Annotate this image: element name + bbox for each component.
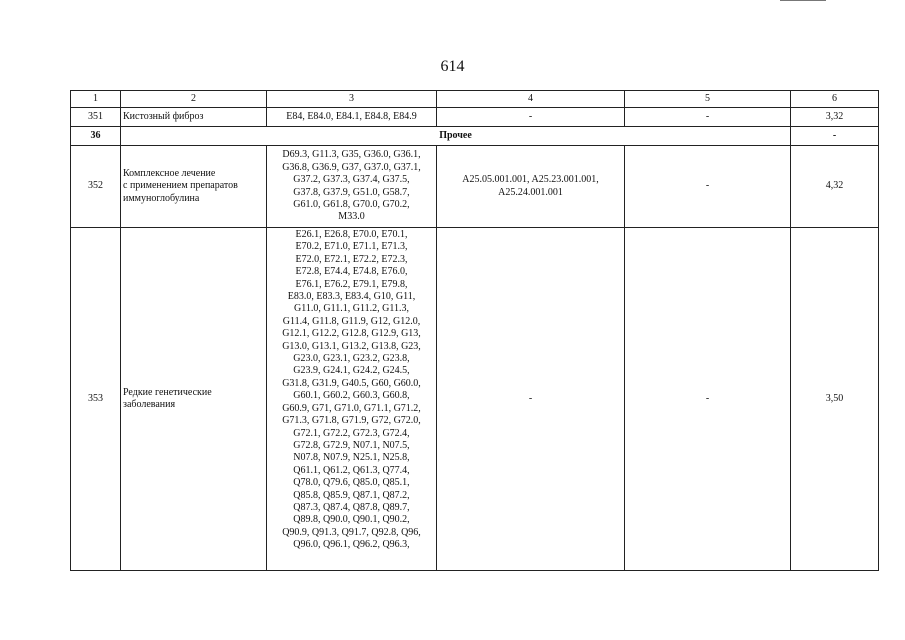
- condition-name-line: заболевания: [123, 399, 176, 410]
- code-line: E70.2, E71.0, E71.1, E71.3,: [295, 241, 408, 253]
- page-number: 614: [440, 58, 465, 75]
- code-line: G36.8, G36.9, G37, G37.0, G37.1,: [282, 161, 421, 173]
- code-line: G71.3, G71.8, G71.9, G72, G72.0,: [282, 415, 421, 427]
- service-codes: -: [437, 228, 625, 571]
- code-line: G60.9, G71, G71.0, G71.1, G71.2,: [282, 402, 421, 414]
- code-line: Q90.9, Q91.3, Q91.7, Q92.8, Q96,: [282, 526, 421, 538]
- code-line: G11.4, G11.8, G11.9, G12, G12.0,: [282, 315, 421, 327]
- code-line: G60.1, G60.2, G60.3, G60.8,: [293, 390, 410, 402]
- header-cell-6: 6: [791, 91, 879, 108]
- column-5-value: -: [625, 108, 791, 127]
- service-codes: -: [437, 108, 625, 127]
- diagnosis-codes: [267, 146, 437, 228]
- code-line: E72.8, E74.4, E74.8, E76.0,: [295, 266, 408, 278]
- code-line: N07.8, N07.9, N25.1, N25.8,: [293, 452, 410, 464]
- code-line: E76.1, E76.2, E79.1, E79.8,: [295, 278, 408, 290]
- column-5-value: -: [625, 146, 791, 228]
- row-number: 351: [71, 108, 121, 127]
- diagnosis-codes: [267, 228, 437, 571]
- code-line: Q96.0, Q96.1, Q96.2, Q96.3,: [293, 539, 410, 551]
- code-line: G31.8, G31.9, G40.5, G60, G60.0,: [282, 377, 421, 389]
- code-line: E72.0, E72.1, E72.2, E72.3,: [295, 253, 408, 265]
- code-line: Q89.8, Q90.0, Q90.1, Q90.2,: [293, 514, 410, 526]
- diagnosis-codes: E84, E84.0, E84.1, E84.8, E84.9: [267, 108, 437, 127]
- table-header-row: [71, 91, 879, 108]
- condition-name-line: иммуноглобулина: [123, 192, 200, 204]
- condition-name-line: Редкие генетические: [123, 386, 212, 398]
- service-codes: [437, 146, 625, 228]
- coefficient-table: [70, 90, 879, 571]
- header-cell-4: 4: [437, 91, 625, 108]
- table-row-351: [71, 108, 879, 127]
- code-line: G37.8, G37.9, G51.0, G58.7,: [293, 186, 410, 198]
- table-row-353: [71, 228, 879, 571]
- code-line: E26.1, E26.8, E70.0, E70.1,: [295, 229, 408, 240]
- condition-name: [121, 228, 267, 571]
- code-line: G23.0, G23.1, G23.2, G23.8,: [293, 353, 410, 365]
- header-cell-5: 5: [625, 91, 791, 108]
- code-line: G61.0, G61.8, G70.0, G70.2,: [293, 198, 410, 210]
- code-line: G11.0, G11.1, G11.2, G11.3,: [294, 303, 409, 315]
- scan-artifact-line: [780, 0, 826, 1]
- coefficient-value: 3,32: [791, 108, 879, 127]
- code-line: Q61.1, Q61.2, Q61.3, Q77.4,: [293, 464, 410, 476]
- section-coefficient: -: [791, 127, 879, 146]
- code-line: M33.0: [338, 211, 365, 223]
- code-line: Q85.8, Q85.9, Q87.1, Q87.2,: [293, 489, 410, 501]
- code-line: D69.3, G11.3, G35, G36.0, G36.1,: [282, 149, 421, 161]
- condition-name-line: Комплексное лечение: [123, 167, 216, 179]
- coefficient-value: 3,50: [791, 228, 879, 571]
- code-line: G72.8, G72.9, N07.1, N07.5,: [293, 439, 410, 451]
- code-line: G12.1, G12.2, G12.8, G12.9, G13,: [282, 328, 421, 340]
- coefficient-value: 4,32: [791, 146, 879, 228]
- row-number: 353: [71, 228, 121, 571]
- header-cell-3: 3: [267, 91, 437, 108]
- column-5-value: -: [625, 228, 791, 571]
- header-cell-1: 1: [71, 91, 121, 108]
- section-number: 36: [71, 127, 121, 146]
- row-number: 352: [71, 146, 121, 228]
- service-line: A25.24.001.001: [498, 186, 563, 198]
- code-line: G37.2, G37.3, G37.4, G37.5,: [293, 174, 410, 186]
- code-line: E83.0, E83.3, E83.4, G10, G11,: [287, 291, 416, 303]
- header-cell-2: 2: [121, 91, 267, 108]
- section-row-36: [71, 127, 879, 146]
- condition-name-line: с применением препаратов: [123, 180, 238, 192]
- code-line: G13.0, G13.1, G13.2, G13.8, G23,: [282, 340, 421, 352]
- code-line: Q87.3, Q87.4, Q87.8, Q89.7,: [293, 501, 410, 513]
- table-row-352: [71, 146, 879, 228]
- condition-name: Кистозный фиброз: [121, 108, 267, 127]
- code-line: Q78.0, Q79.6, Q85.0, Q85.1,: [293, 477, 410, 489]
- section-title: Прочее: [121, 127, 791, 146]
- code-line: G23.9, G24.1, G24.2, G24.5,: [293, 365, 410, 377]
- condition-name: [121, 146, 267, 228]
- service-line: A25.05.001.001, A25.23.001.001,: [462, 174, 599, 186]
- code-line: G72.1, G72.2, G72.3, G72.4,: [293, 427, 410, 439]
